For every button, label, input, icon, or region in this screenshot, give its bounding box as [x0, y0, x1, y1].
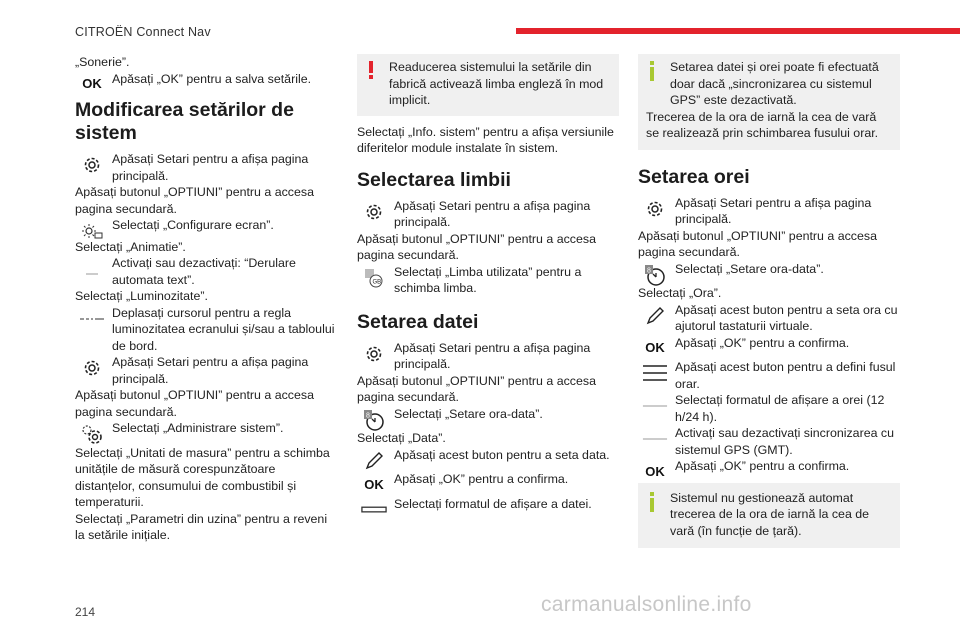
warning-icon — [367, 60, 375, 85]
text-animatie: Selectați „Animatie”. — [75, 239, 186, 254]
toggle-icon — [642, 394, 668, 418]
info-box-gps — [638, 54, 900, 150]
text-factory-reset: Selectați „Parametri din uzina” pentru a reveni la setările inițiale. — [75, 511, 328, 542]
step-ok-date — [357, 471, 619, 492]
info-text: Sistemul nu gestionează automat trecerea de la ora de iarnă la cea de vară (în funcție de țară). — [670, 490, 870, 538]
brightness-icon — [79, 219, 105, 243]
text-ora: Selectați „Ora”. — [638, 286, 722, 300]
step-text: Selectați „Limba utilizata” pentru a schimba limba. — [394, 264, 582, 295]
watermark: carmanualsonline.info — [541, 593, 752, 616]
info-icon — [648, 60, 656, 87]
gear-icon — [79, 153, 105, 177]
step-text: Apăsați Setari pentru a afișa pagina principală. — [394, 198, 591, 229]
pencil-icon — [642, 304, 668, 328]
text-options-2: Apăsați butonul „OPTIUNI” pentru a accesa pagina secundară. — [75, 388, 314, 419]
step-text: Apăsați „OK” pentru a confirma. — [394, 472, 569, 486]
step-text: Apăsați „OK” pentru a confirma. — [675, 335, 850, 350]
step-text: Apăsați acest buton pentru a seta ora cu ajutorul tastaturii virtuale. — [675, 302, 898, 333]
step-text: Apăsați „OK” pentru a salva setările. — [112, 71, 312, 86]
warning-text: Readucerea sistemului la setările din fabrică activează limba engleză în mod implicit. — [389, 60, 604, 107]
step-text: Selectați „Setare ora-data”. — [394, 406, 543, 421]
gear-icon — [361, 342, 387, 366]
svg-text:GB: GB — [372, 279, 382, 285]
header-accent-bar — [516, 28, 960, 34]
step-date-settings — [357, 340, 619, 373]
step-date-time — [638, 261, 900, 278]
step-ok-confirm — [638, 458, 900, 479]
step-date-time — [357, 406, 619, 423]
text-data: Selectați „Data”. — [357, 431, 446, 445]
step-settings — [75, 151, 337, 184]
step-text: Apăsați „OK” pentru a confirma. — [675, 459, 850, 473]
step-screen-config — [75, 217, 337, 234]
step-text: Apăsați Setari pentru a afișa pagina principală. — [394, 340, 591, 371]
step-text: Deplasați cursorul pentru a regla luminozitatea ecranului și/sau a tabloului de bord. — [112, 305, 335, 353]
step-system-admin — [75, 420, 337, 437]
manual-header: CITROËN Connect Nav — [75, 25, 211, 39]
clock-icon — [642, 263, 668, 287]
step-text: Selectați formatul de afișare a orei (12 h/24 h). — [675, 393, 885, 424]
text-units: Selectați „Unitati de masura” pentru a schimba unitățile de măsură corespunzătoare distanțelor, consumului de combustibil și temperaturii. — [75, 445, 330, 509]
ok-button-icon: OK — [645, 463, 665, 479]
info-text: Setarea datei și orei poate fi efectuată doar dacă „sincronizarea cu sistemul GPS” este dezactivată. — [670, 60, 879, 107]
ok-button-icon: OK — [82, 76, 102, 92]
info-box-dst — [638, 483, 900, 549]
toggle-icon — [642, 427, 668, 451]
step-text: Apăsați acest buton pentru a seta data. — [394, 447, 610, 462]
slider-icon — [79, 307, 105, 331]
page-number: 214 — [75, 605, 96, 619]
heading-system-settings: Modificarea setărilor de sistem — [75, 99, 294, 144]
text-info-sistem: Selectați „Info. sistem” pentru a afișa versiunile diferitelor module instalate în sistem. — [357, 124, 614, 155]
step-date-format — [357, 496, 619, 513]
info-text-2: Trecerea de la ora de iarnă la cea de vară se realizează prin schimbarea fusului orar. — [646, 109, 879, 140]
step-text: Apăsați Setari pentru a afișa pagina principală. — [112, 152, 309, 183]
step-text: Apăsați Setari pentru a afișa pagina principală. — [112, 355, 309, 386]
step-timezone — [638, 359, 900, 392]
info-icon — [648, 491, 656, 518]
column-1 — [75, 54, 337, 544]
step-language-select — [357, 264, 619, 297]
clock-icon — [361, 408, 387, 432]
step-scroll-text — [75, 255, 337, 288]
step-text: Activați sau dezactivați: “Derulare automata text”. — [112, 256, 296, 287]
step-edit-time — [638, 302, 900, 335]
step-text: Apăsați acest buton pentru a defini fusul orar. — [675, 360, 896, 391]
heading-date: Setarea datei — [357, 310, 479, 333]
svg-text:8: 8 — [647, 267, 651, 274]
step-text: Selectați „Configurare ecran”. — [112, 218, 274, 232]
text-sonerie: „Sonerie”. — [75, 55, 130, 69]
heading-time: Setarea orei — [638, 165, 750, 188]
step-lang-settings — [357, 198, 619, 231]
column-2 — [357, 54, 619, 512]
step-text: Apăsați Setari pentru a afișa pagina principală. — [675, 195, 872, 226]
text-options: Apăsați butonul „OPTIUNI” pentru a accesa pagina secundară. — [75, 185, 314, 216]
checkbox-icon — [79, 257, 105, 281]
gear-icon — [79, 356, 105, 380]
format-field-icon — [361, 498, 387, 522]
gears-icon — [79, 422, 105, 446]
text-options: Apăsați butonul „OPTIUNI” pentru a accesa pagina secundară. — [357, 373, 596, 404]
step-time-settings — [638, 195, 900, 228]
step-settings-2 — [75, 354, 337, 387]
step-gps-sync — [638, 425, 900, 458]
ok-button-icon: OK — [364, 476, 384, 492]
step-edit-date — [357, 447, 619, 464]
step-brightness-slider — [75, 305, 337, 355]
text-options: Apăsați butonul „OPTIUNI” pentru a accesa pagina secundară. — [638, 228, 877, 259]
gear-icon — [361, 200, 387, 224]
text-luminozitate: Selectați „Luminozitate”. — [75, 289, 208, 303]
heading-language: Selectarea limbii — [357, 168, 511, 191]
step-text: Selectați „Administrare sistem”. — [112, 421, 284, 435]
step-ok-time — [638, 335, 900, 356]
pencil-icon — [361, 449, 387, 473]
step-text: Selectați „Setare ora-data”. — [675, 261, 824, 276]
step-ok-save — [75, 71, 337, 92]
column-3 — [638, 54, 900, 548]
gear-icon — [642, 197, 668, 221]
language-flag-icon — [361, 266, 387, 290]
ok-button-icon: OK — [645, 340, 665, 356]
text-options: Apăsați butonul „OPTIUNI” pentru a accesa pagina secundară. — [357, 231, 596, 262]
warning-box — [357, 54, 619, 116]
svg-text:8: 8 — [366, 412, 370, 419]
list-icon — [642, 361, 668, 385]
step-text: Activați sau dezactivați sincronizarea cu sistemul GPS (GMT). — [675, 426, 895, 457]
step-text: Selectați formatul de afișare a datei. — [394, 496, 592, 511]
step-time-format — [638, 392, 900, 425]
